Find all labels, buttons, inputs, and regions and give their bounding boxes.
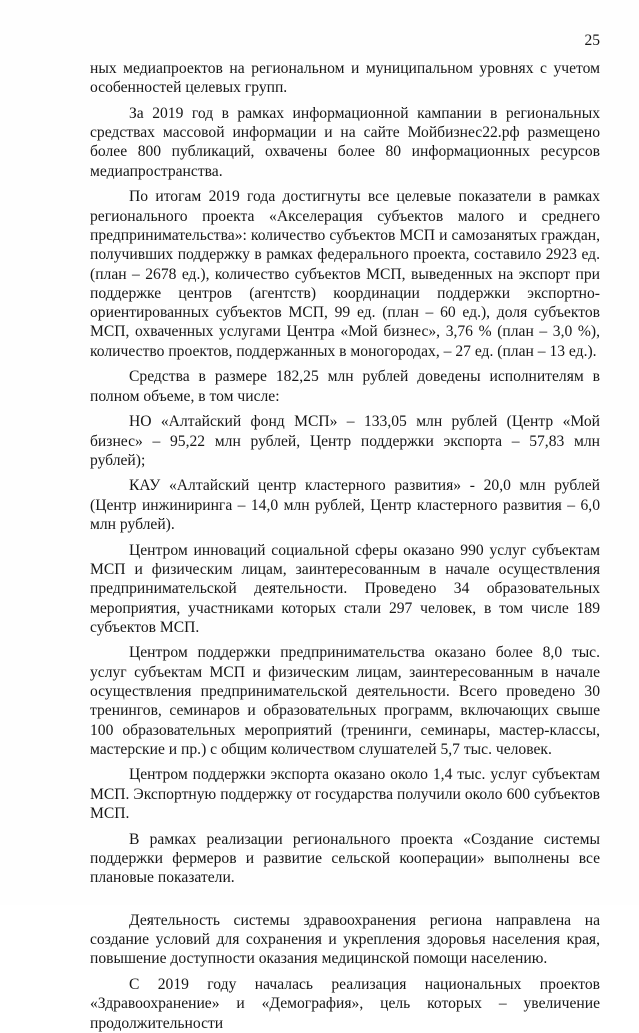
- paragraph-export-support-center: Центром поддержки экспорта оказано около 1,4 тыс. услуг субъектам МСП. Экспортную поддержку от государства получили около 600 субъектов МСП.: [90, 766, 600, 823]
- paragraph-healthcare: Деятельность системы здравоохранения региона направлена на создание условий для сохранения и укрепления здоровья населения края, повышение доступности оказания медицинской помощи населению.: [90, 911, 600, 968]
- paragraph-national-projects: С 2019 году началась реализация национальных проектов «Здравоохранение» и «Демография», цель которых – увеличение продолжительности: [90, 976, 600, 1032]
- page-number: 25: [584, 32, 600, 49]
- paragraph-social-innovation-center: Центром инноваций социальной сферы оказано 990 услуг субъектам МСП и физическим лицам, заинтересованным в начале осуществления предпринимательской деятельности. Проведено 34 образовательных мероприятия, участниками которых стали 297 человек, в том числе 189 субъектов МСП.: [90, 541, 600, 636]
- paragraph-target-indicators: По итогам 2019 года достигнуты все целевые показатели в рамках регионального проекта «Акселерация субъектов малого и среднего предпринимательства»: количество субъектов МСП и самозанятых граждан, получивших поддержку в рамках федерального проекта, составило 2923 ед. (план – 2678 ед.), количество субъектов МСП, выведенных на экспорт при поддержке центров (агентств) координации поддержки экспортно-ориентированных субъектов МСП, 99 ед. (план – 60 ед.), доля субъектов МСП, охваченных услугами Центра «Мой бизнес», 3,76 % (план – 3,0 %), количество проектов, поддержанных в моногородах, – 27 ед. (план – 13 ед.).: [90, 188, 600, 360]
- section-gap: [90, 894, 600, 911]
- paragraph-fund-msp: НО «Алтайский фонд МСП» – 133,05 млн рублей (Центр «Мой бизнес» – 95,22 млн рублей, Центр поддержки экспорта – 57,83 млн рублей);: [90, 413, 600, 469]
- paragraph-continuation: ных медиапроектов на региональном и муниципальном уровнях с учетом особенностей целевых групп.: [90, 60, 600, 97]
- body-text: [90, 59, 600, 1033]
- paragraph-business-support-center: Центром поддержки предпринимательства оказано более 8,0 тыс. услуг субъектам МСП и физическим лицам, заинтересованным в начале осуществления предпринимательской деятельности. Всего проведено 30 тренингов, семинаров и образовательных программ, включающих свыше 100 образовательных мероприятий (тренинги, семинары, мастер-классы, мастерские и пр.) с общим количеством слушателей 5,7 тыс. человек.: [90, 644, 600, 758]
- paragraph-funds: Средства в размере 182,25 млн рублей доведены исполнителям в полном объеме, в том числе:: [90, 368, 600, 405]
- paragraph-info-campaign: За 2019 год в рамках информационной кампании в региональных средствах массовой информации и на сайте Мойбизнес22.рф размещено более 800 публикаций, охвачены более 80 информационных ресурсов медиапространства.: [90, 104, 600, 180]
- paragraph-farmers-project: В рамках реализации регионального проекта «Создание системы поддержки фермеров и развитие сельской кооперации» выполнены все плановые показатели.: [90, 830, 600, 887]
- paragraph-cluster-center: КАУ «Алтайский центр кластерного развития» - 20,0 млн рублей (Центр инжиниринга – 14,0 млн рублей, Центр кластерного развития – 6,0 млн рублей).: [90, 477, 600, 534]
